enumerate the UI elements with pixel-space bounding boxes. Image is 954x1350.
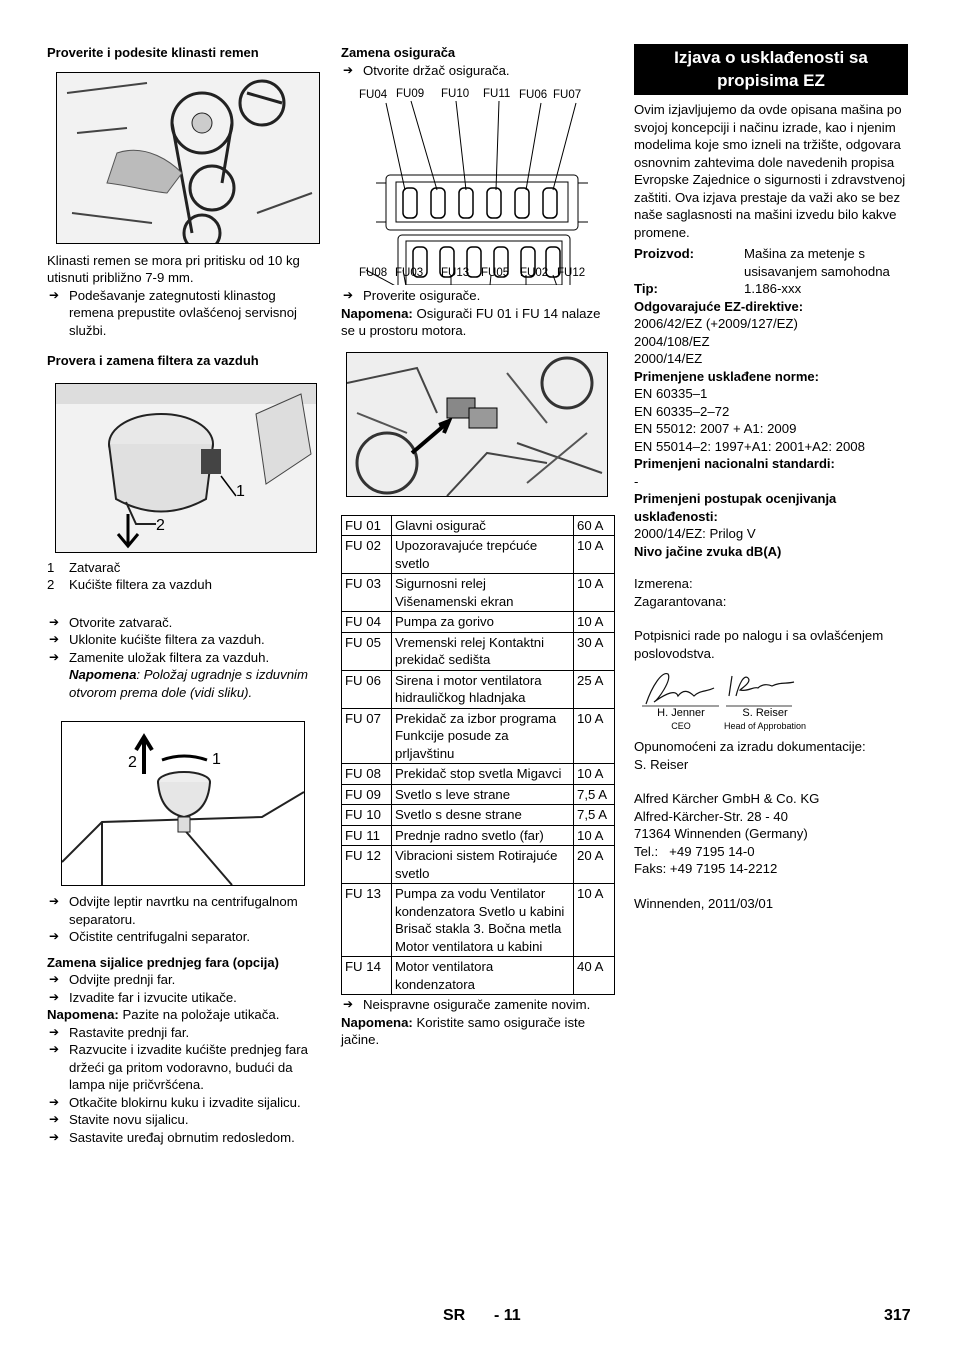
- fuse-label: FU11: [483, 88, 511, 100]
- fuse-id: FU 03: [342, 574, 392, 612]
- fuse-id: FU 09: [342, 784, 392, 805]
- headlight-step: ➔ Odvijte prednji far.: [47, 971, 323, 989]
- separator-step: ➔ Odvijte leptir navrtku na centrifugalnom separatoru.: [47, 893, 323, 928]
- fuse-table-row: [342, 764, 615, 785]
- fuse-function: Prekidač za izbor programa Funkcije posude za prljavštinu: [392, 708, 574, 764]
- fuse-function: Sigurnosni relej Višenamenski ekran: [392, 574, 574, 612]
- column-right: [634, 44, 910, 912]
- fuse-label: FU12: [557, 267, 586, 279]
- airfilter-note: Napomena: Položaj ugradnje s izduvnim otvorom prema dole (vidi sliku).: [69, 667, 308, 700]
- place-date: Winnenden, 2011/03/01: [634, 895, 774, 911]
- fuse-id: FU 12: [342, 846, 392, 884]
- fuse-table-row: [342, 708, 615, 764]
- headlight-step: ➔ Izvadite far i izvucite utikače.: [47, 989, 323, 1007]
- fuse-table-row: [342, 612, 615, 633]
- airfilter-step: ➔ Zamenite uložak filtera za vazduh.: [47, 649, 323, 667]
- legend-item: 2 Kućište filtera za vazduh: [47, 577, 212, 592]
- fuse-label: FU04: [359, 89, 388, 101]
- fuse-rating: 10 A: [574, 708, 615, 764]
- fuse-id: FU 14: [342, 957, 392, 995]
- fuse-function: Pumpa za gorivo: [392, 612, 574, 633]
- product-row: Proizvod: Mašina za metenje s usisavanjem samohodna: [634, 246, 890, 279]
- fuse-step: ➔ Neispravne osigurače zamenite novim.: [341, 996, 615, 1014]
- fuse-label: FU06: [519, 89, 548, 101]
- section-title-airfilter: Provera i zamena filtera za vazduh: [47, 353, 259, 368]
- section-title-fuses: Zamena osigurača: [341, 45, 456, 60]
- national-label: Primenjeni nacionalni standardi:: [634, 456, 835, 471]
- fuse-table-row: [342, 536, 615, 574]
- fuse-function: Vremenski relej Kontaktni prekidač sedišta: [392, 632, 574, 670]
- fuse-rating: 25 A: [574, 670, 615, 708]
- fuse-label: FU13: [441, 267, 470, 279]
- fuse-diagram: [341, 85, 615, 285]
- fuse-rating: 20 A: [574, 846, 615, 884]
- declaration-intro: Ovim izjavljujemo da ovde opisana mašina po svojoj koncepciji i načinu izrade, kao i njenim modelima koje smo izneli na tržište, odgovara osnovnim zahtevima dole navedenih propisa Evropske Zajednice o sigurnosti i zdravstvenoj zaštiti. Ova izjava prestaje da važi ako se bez naše saglasnosti na mašini izvedu bilo kakve promene.: [634, 102, 906, 240]
- headlight-step: ➔ Razvucite i izvadite kućište prednjeg fara držeći ga pritom vodoravno, budući da lampa nije pričvršćena.: [47, 1041, 323, 1094]
- fuse-rating: 40 A: [574, 957, 615, 995]
- fuse-table-row: [342, 884, 615, 957]
- fuse-rating: 30 A: [574, 632, 615, 670]
- declaration-banner: Izjava o usklađenosti sa propisima EZ: [634, 44, 908, 95]
- fuse-table-row: [342, 574, 615, 612]
- fuse-rating: 7,5 A: [574, 805, 615, 826]
- sound-guaranteed: Zagarantovana:: [634, 593, 727, 609]
- company-tel: Tel.: +49 7195 14-0: [634, 843, 755, 859]
- headlight-note: Napomena: Pazite na položaje utikača.: [47, 1007, 280, 1022]
- fuse-function: Upozoravajuće trepćuće svetlo: [392, 536, 574, 574]
- fuse-label: FU10: [441, 88, 470, 100]
- fuse-label: FU09: [396, 88, 425, 100]
- sound-label: Nivo jačine zvuka dB(A): [634, 543, 782, 559]
- fuse-rating: 7,5 A: [574, 784, 615, 805]
- fuse-table-row: [342, 957, 615, 995]
- fuse-id: FU 13: [342, 884, 392, 957]
- fuse-step: ➔ Proverite osigurače.: [341, 287, 615, 305]
- doc-authorized-label: Opunomoćeni za izradu dokumentacije:: [634, 739, 866, 754]
- signatures: [634, 666, 910, 738]
- fuse-rating: 10 A: [574, 884, 615, 957]
- airfilter-step: ➔ Otvorite zatvarač.: [47, 614, 323, 632]
- fuse-rating: 10 A: [574, 764, 615, 785]
- separator-label-2: 2: [128, 754, 137, 771]
- company-fax: Faks: +49 7195 14-2212: [634, 861, 778, 876]
- fuse-label: FU08: [359, 267, 388, 279]
- fuse-function: Sirena i motor ventilatora hidrauličkog hladnjaka: [392, 670, 574, 708]
- procedure-value: 2000/14/EZ: Prilog V: [634, 526, 756, 541]
- directive: 2000/14/EZ: [634, 351, 703, 366]
- signature-reiser: S. Reiser Head of Approbation: [723, 707, 807, 731]
- legend-item: 1 Zatvarač: [47, 559, 121, 575]
- fuse-id: FU 07: [342, 708, 392, 764]
- fuse-table-row: [342, 515, 615, 536]
- separator-image: [61, 721, 305, 886]
- footer-page-local: - 11: [494, 1307, 521, 1324]
- footer-language: SR: [443, 1307, 466, 1324]
- national-value: -: [634, 473, 639, 489]
- fuse-note-2: Napomena: Koristite samo osigurače iste jačine.: [341, 1014, 586, 1047]
- fuse-rating: 10 A: [574, 574, 615, 612]
- fuse-function: Prednje radno svetlo (far): [392, 825, 574, 846]
- engine-image: [346, 352, 608, 497]
- fuse-step: ➔ Otvorite držač osigurača.: [341, 62, 615, 80]
- fuse-id: FU 06: [342, 670, 392, 708]
- company-street: Alfred-Kärcher-Str. 28 - 40: [634, 808, 788, 824]
- headlight-step: ➔ Otkačite blokirnu kuku i izvadite sijalicu.: [47, 1094, 323, 1112]
- norm: EN 60335–1: [634, 386, 708, 401]
- fuse-id: FU 01: [342, 515, 392, 536]
- vbelt-step: ➔ Podešavanje zategnutosti klinastog remena prepustite ovlašćenoj servisnoj službi.: [47, 287, 323, 340]
- norm: EN 55014–2: 1997+A1: 2001+A2: 2008: [634, 438, 865, 454]
- fuse-function: Motor ventilatora kondenzatora: [392, 957, 574, 995]
- vbelt-text: Klinasti remen se mora pri pritisku od 10 kg utisnuti približno 7-9 mm.: [47, 252, 300, 285]
- directive: 2006/42/EZ (+2009/127/EZ): [634, 316, 798, 331]
- fuse-id: FU 05: [342, 632, 392, 670]
- fuse-table-row: [342, 784, 615, 805]
- fuse-rating: 60 A: [574, 515, 615, 536]
- fuse-function: Svetlo s desne strane: [392, 805, 574, 826]
- fuse-function: Svetlo s leve strane: [392, 784, 574, 805]
- separator-label-1: 1: [212, 751, 221, 768]
- doc-authorized-name: S. Reiser: [634, 756, 689, 772]
- vbelt-image: [56, 72, 320, 244]
- norm: EN 55012: 2007 + A1: 2009: [634, 421, 797, 436]
- fuse-function: Prekidač stop svetla Migavci: [392, 764, 574, 785]
- fuse-id: FU 10: [342, 805, 392, 826]
- fuse-function: Vibracioni sistem Rotirajuće svetlo: [392, 846, 574, 884]
- procedure-label: Primenjeni postupak ocenjivanja usklađenosti:: [634, 491, 837, 524]
- company-name: Alfred Kärcher GmbH & Co. KG: [634, 791, 820, 806]
- fuse-note: Napomena: Osigurači FU 01 i FU 14 nalaze se u prostoru motora.: [341, 305, 601, 338]
- fuse-rating: 10 A: [574, 825, 615, 846]
- footer-page-number: 317: [884, 1307, 911, 1324]
- section-title-vbelt: Proverite i podesite klinasti remen: [47, 45, 259, 60]
- fuse-label: FU02: [520, 267, 549, 279]
- column-middle: [341, 44, 615, 1049]
- fuse-table: [341, 515, 615, 996]
- fuse-id: FU 02: [342, 536, 392, 574]
- separator-step: ➔ Očistite centrifugalni separator.: [47, 928, 323, 946]
- fuse-function: Pumpa za vodu Ventilator kondenzatora Svetlo u kabini Brisač stakla 3. Bočna metla Motor ventilatora u kabini: [392, 884, 574, 957]
- fuse-rating: 10 A: [574, 612, 615, 633]
- norms-label: Primenjene usklađene norme:: [634, 368, 819, 384]
- directives-label: Odgovarajuće EZ-direktive:: [634, 298, 804, 314]
- type-row: Tip: 1.186-xxx: [634, 281, 802, 296]
- signatories-text: Potpisnici rade po nalogu i sa ovlašćenjem poslovodstva.: [634, 628, 884, 661]
- airfilter-label-2: 2: [156, 516, 165, 534]
- norm: EN 60335–2–72: [634, 403, 730, 419]
- fuse-rating: 10 A: [574, 536, 615, 574]
- directive: 2004/108/EZ: [634, 333, 710, 349]
- headlight-step: ➔ Sastavite uređaj obrnutim redosledom.: [47, 1129, 323, 1147]
- fuse-table-row: [342, 805, 615, 826]
- airfilter-image: [55, 383, 317, 553]
- column-left: [47, 44, 323, 1146]
- fuse-label: FU03: [395, 267, 424, 279]
- fuse-table-row: [342, 632, 615, 670]
- fuse-table-row: [342, 670, 615, 708]
- fuse-label: FU07: [553, 89, 582, 101]
- signature-jenner: H. Jenner CEO: [657, 707, 705, 731]
- signature-marks: [634, 666, 834, 708]
- headlight-step: ➔ Stavite novu sijalicu.: [47, 1111, 323, 1129]
- airfilter-step: ➔ Uklonite kućište filtera za vazduh.: [47, 631, 323, 649]
- fuse-table-row: [342, 825, 615, 846]
- sound-measured: Izmerena:: [634, 576, 693, 591]
- section-title-headlight: Zamena sijalice prednjeg fara (opcija): [47, 954, 279, 970]
- fuse-id: FU 04: [342, 612, 392, 633]
- company-city: 71364 Winnenden (Germany): [634, 826, 808, 841]
- fuse-label: FU05: [481, 267, 510, 279]
- fuse-id: FU 08: [342, 764, 392, 785]
- airfilter-label-1: 1: [236, 482, 245, 500]
- headlight-step: ➔ Rastavite prednji far.: [47, 1024, 323, 1042]
- fuse-id: FU 11: [342, 825, 392, 846]
- fuse-table-row: [342, 846, 615, 884]
- fuse-function: Glavni osigurač: [392, 515, 574, 536]
